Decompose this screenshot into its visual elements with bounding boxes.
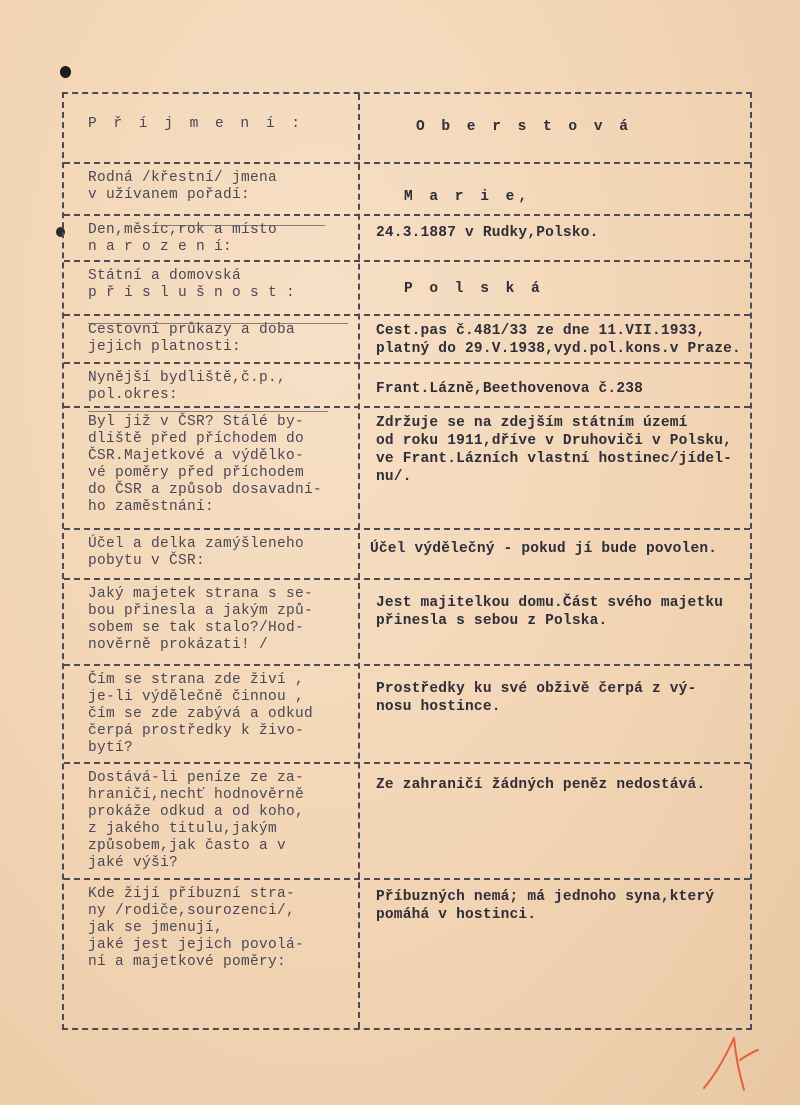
answer-residence: Frant.Lázně,Beethovenova č.238 — [376, 381, 644, 397]
answer-purpose: Účel výdělečný - pokud jí bude povolen. — [370, 541, 718, 557]
question-previous-stay: Byl již v ČSR? Stálé by- dliště před příchodem do ČSR.Majetkové a výdělko- vé poměry před příchodem do ČSR a způsob dosavadní- ho zaměstnání: — [88, 414, 323, 515]
row-given-names — [64, 164, 750, 216]
row-birth — [64, 216, 750, 262]
row-residence — [64, 364, 750, 408]
question-foreign-money: Dostává-li peníze ze za- hraničí,nechť hodnověrně prokáže odkud a od koho, z jakého titulu,jakým způsobem,jak často a v jaké výši? — [88, 770, 305, 871]
answer-surname: O b e r s t o v á — [416, 119, 632, 135]
overstrike-line — [88, 411, 328, 412]
question-citizenship: Státní a domovská p ř í s l u š n o s t : — [88, 268, 296, 301]
answer-foreign-money: Ze zahraničí žádných peněz nedostává. — [376, 777, 706, 793]
answer-livelihood: Prostředky ku své obživě čerpá z vý- nosu hostince. — [376, 681, 697, 715]
questionnaire-table — [62, 92, 752, 1030]
answer-travel-documents: Cest.pas č.481/33 ze dne 11.VII.1933, platný do 29.V.1938,vyd.pol.kons.v Praze. — [376, 323, 741, 357]
answer-relatives: Příbuzných nemá; má jednoho syna,který pomáhá v hostinci. — [376, 889, 715, 923]
pencil-page-mark — [700, 1030, 760, 1092]
answer-property: Jest majitelkou domu.Část svého majetku přinesla s sebou z Polska. — [376, 595, 724, 629]
question-travel-documents: Cestovní průkazy a doba jejich platnosti: — [88, 322, 296, 355]
question-livelihood: Čím se strana zde živí , je-li výdělečně činnou , čím se zde zabývá a odkud čerpá prostředky k živo- bytí? — [88, 672, 314, 756]
question-given-names: Rodná /křestní/ jmena v užívanem pořadí: — [88, 170, 278, 203]
punch-hole-top — [60, 66, 71, 78]
row-previous-stay — [64, 408, 750, 530]
row-surname — [64, 94, 750, 164]
answer-given-names: M a r i e, — [404, 189, 532, 205]
row-citizenship — [64, 262, 750, 316]
row-foreign-money — [64, 764, 750, 880]
question-birth: Den,měsíc,rok a místo n a r o z e n í: — [88, 222, 278, 255]
answer-birth: 24.3.1887 v Rudky,Polsko. — [376, 225, 599, 241]
row-livelihood — [64, 666, 750, 764]
overstrike-line — [88, 323, 348, 324]
question-purpose: Účel a delka zamýšleneho pobytu v ČSR: — [88, 536, 305, 569]
question-surname: P ř í j m e n í : — [88, 116, 304, 132]
answer-previous-stay: Zdržuje se na zdejším státním území od roku 1911,dříve v Druhoviči v Polsku, ve Frant.Lázních vlastní hostinec/jídel- nu/. — [376, 415, 733, 485]
question-residence: Nynější bydliště,č.p., pol.okres: — [88, 370, 287, 403]
row-purpose — [64, 530, 750, 580]
row-property — [64, 580, 750, 666]
question-property: Jaký majetek strana s se- bou přinesla a jakým způ- sobem se tak stalo?/Hod- nověrně prokázati! / — [88, 586, 314, 653]
answer-citizenship: P o l s k á — [404, 281, 544, 297]
question-relatives: Kde žijí příbuzní stra- ny /rodiče,sourozenci/, jak se jmenují, jaké jest jejich povolá- ní a majetkové poměry: — [88, 886, 305, 970]
row-relatives — [64, 880, 750, 1028]
overstrike-line — [155, 225, 325, 226]
